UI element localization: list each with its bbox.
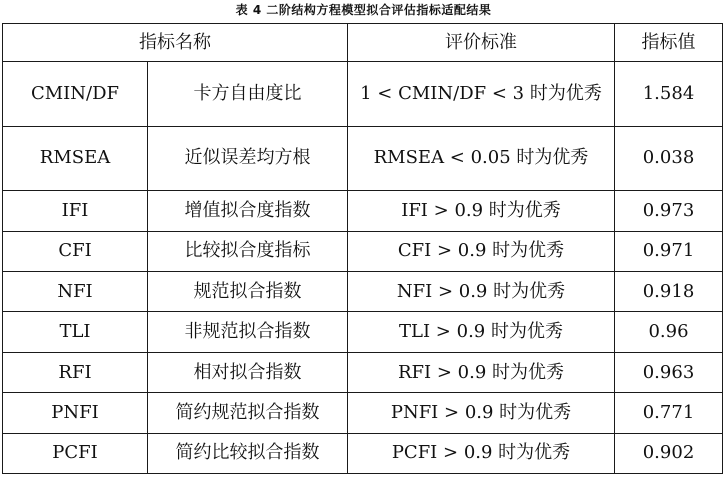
- table-row: [3, 231, 723, 271]
- evaluation-standard-cell: 1 < CMIN/DF < 3 时为优秀: [348, 62, 615, 127]
- evaluation-standard-cell: NFI > 0.9 时为优秀: [348, 272, 615, 312]
- indicator-abbr-cell: IFI: [3, 191, 148, 231]
- indicator-abbr-cell: RMSEA: [3, 126, 148, 191]
- indicator-value-cell: 0.971: [615, 231, 723, 271]
- evaluation-standard-cell: CFI > 0.9 时为优秀: [348, 231, 615, 271]
- indicator-name-cell: 近似误差均方根: [148, 126, 348, 191]
- indicator-name-cell: 卡方自由度比: [148, 62, 348, 127]
- indicator-name-cell: 非规范拟合指数: [148, 312, 348, 352]
- indicator-abbr-cell: PCFI: [3, 433, 148, 473]
- indicator-value-cell: 0.963: [615, 352, 723, 392]
- indicator-abbr-cell: CMIN/DF: [3, 62, 148, 127]
- fit-indices-table: [2, 23, 723, 474]
- indicator-abbr-cell: TLI: [3, 312, 148, 352]
- indicator-name-cell: 简约比较拟合指数: [148, 433, 348, 473]
- evaluation-standard-cell: RFI > 0.9 时为优秀: [348, 352, 615, 392]
- indicator-name-cell: 简约规范拟合指数: [148, 393, 348, 433]
- header-indicator-name: 指标名称: [3, 24, 348, 62]
- evaluation-standard-cell: RMSEA < 0.05 时为优秀: [348, 126, 615, 191]
- header-indicator-value: 指标值: [615, 24, 723, 62]
- indicator-value-cell: 1.584: [615, 62, 723, 127]
- indicator-value-cell: 0.902: [615, 433, 723, 473]
- table-row: [3, 393, 723, 433]
- table-row: [3, 312, 723, 352]
- indicator-value-cell: 0.96: [615, 312, 723, 352]
- table-row: [3, 352, 723, 392]
- indicator-name-cell: 比较拟合度指标: [148, 231, 348, 271]
- indicator-abbr-cell: RFI: [3, 352, 148, 392]
- indicator-abbr-cell: PNFI: [3, 393, 148, 433]
- table-row: [3, 272, 723, 312]
- indicator-abbr-cell: NFI: [3, 272, 148, 312]
- evaluation-standard-cell: PNFI > 0.9 时为优秀: [348, 393, 615, 433]
- evaluation-standard-cell: PCFI > 0.9 时为优秀: [348, 433, 615, 473]
- table-row: [3, 433, 723, 473]
- indicator-name-cell: 相对拟合指数: [148, 352, 348, 392]
- indicator-value-cell: 0.918: [615, 272, 723, 312]
- table-row: [3, 191, 723, 231]
- indicator-value-cell: 0.038: [615, 126, 723, 191]
- indicator-abbr-cell: CFI: [3, 231, 148, 271]
- indicator-value-cell: 0.973: [615, 191, 723, 231]
- evaluation-standard-cell: IFI > 0.9 时为优秀: [348, 191, 615, 231]
- indicator-name-cell: 增值拟合度指数: [148, 191, 348, 231]
- indicator-value-cell: 0.771: [615, 393, 723, 433]
- table-header-row: [3, 24, 723, 62]
- table-row: [3, 126, 723, 191]
- evaluation-standard-cell: TLI > 0.9 时为优秀: [348, 312, 615, 352]
- table-row: [3, 62, 723, 127]
- header-evaluation-standard: 评价标准: [348, 24, 615, 62]
- indicator-name-cell: 规范拟合指数: [148, 272, 348, 312]
- table-caption: 表 4 二阶结构方程模型拟合评估指标适配结果: [235, 3, 492, 17]
